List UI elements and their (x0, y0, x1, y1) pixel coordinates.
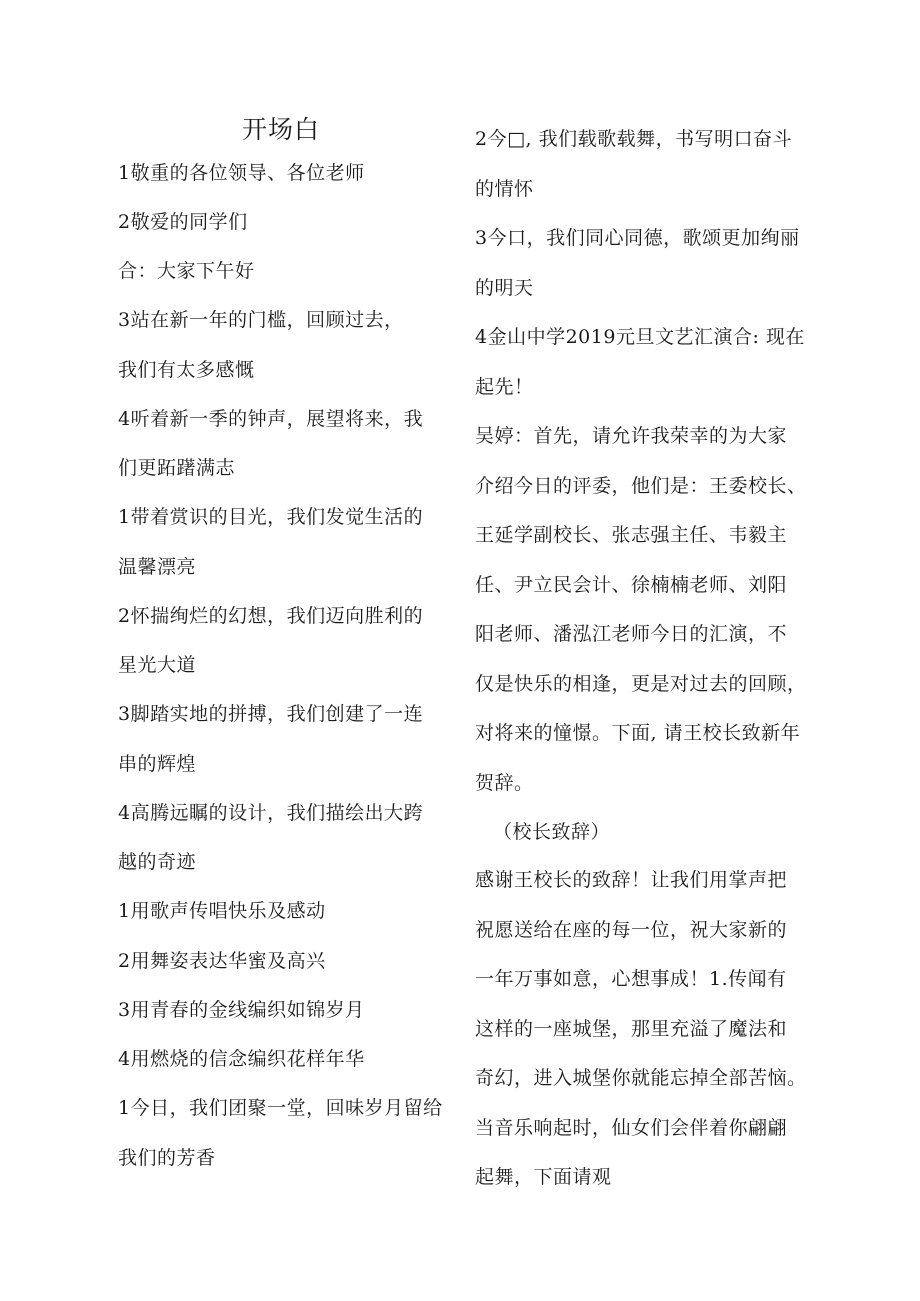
text-line: 介绍今日的评委，他们是：王委校长、 (475, 475, 807, 497)
text-line: 们更跖躇满志 (118, 457, 236, 479)
text-line: 1今日，我们团聚一堂，回味岁月留给 (118, 1097, 443, 1119)
text-line: 我们有太多感慨 (118, 359, 255, 381)
text-line: 阳老师、潘泓江老师今日的汇演，不 (475, 623, 788, 645)
text-line: 温馨漂亮 (118, 556, 197, 578)
text-line: 对将来的憧憬。下面, 请王校长致新年 (475, 722, 801, 744)
text-line: 王延学副校长、张志强主任、韦毅主 (475, 524, 788, 546)
text-line: 4用燃烧的信念编织花样年华 (118, 1048, 365, 1070)
text-line: 串的辉煌 (118, 753, 197, 775)
text-line: 仅是快乐的相逢，更是对过去的回顾， (475, 673, 807, 695)
text-line: 我们的芳香 (118, 1147, 216, 1169)
text-line: 贺辞。 (475, 772, 534, 794)
text-line: 1敬重的各位领导、各位老师 (118, 162, 365, 184)
text-line: 4金山中学2019元旦文艺汇演合: 现在 (475, 326, 805, 348)
text-line: 3脚踏实地的拼搏，我们创建了一连 (118, 703, 424, 725)
text-line: 任、尹立民会计、徐楠楠老师、刘阳 (475, 574, 788, 596)
text-line: 3站在新一年的门槛，回顾过去， (118, 309, 404, 331)
stage-direction: （校长致辞） (493, 821, 611, 843)
page-title: 开场白 (242, 115, 321, 144)
text-line: 4高腾远瞩的设计，我们描绘出大跨 (118, 802, 424, 824)
text-line: 当音乐响起时，仙女们会伴着你翩翩 (475, 1117, 788, 1139)
text-line: 起先！ (475, 376, 534, 398)
text-line: 2怀揣绚烂的幻想，我们迈向胜利的 (118, 605, 424, 627)
text-line: 4听着新一季的钟声，展望将来，我 (118, 408, 424, 430)
text-line: 3用青春的金线编织如锦岁月 (118, 999, 365, 1021)
text-line: 1带着赏识的目光，我们发觉生活的 (118, 506, 424, 528)
text-line: 2敬爱的同学们 (118, 211, 248, 233)
text-line: 2今□, 我们载歌载舞，书写明口奋斗 (475, 128, 793, 150)
text-line: 越的奇迹 (118, 851, 197, 873)
text-line: 3今口，我们同心同德，歌颂更加绚丽 (475, 227, 800, 249)
text-line: 吴婷：首先，请允许我荣幸的为大家 (475, 425, 788, 447)
text-line: 的情怀 (475, 178, 534, 200)
text-line: 一年万事如意，心想事成！1.传闻有 (475, 968, 787, 990)
text-line: 合：大家下午好 (118, 260, 255, 282)
text-line: 起舞，下面请观 (475, 1166, 612, 1188)
text-line: 的明天 (475, 277, 534, 299)
text-line: 祝愿送给在座的每一位，祝大家新的 (475, 919, 788, 941)
text-line: 星光大道 (118, 654, 197, 676)
text-line: 这样的一座城堡，那里充溢了魔法和 (475, 1018, 788, 1040)
text-line: 1用歌声传唱快乐及感动 (118, 900, 326, 922)
text-line: 感谢王校长的致辞！让我们用掌声把 (475, 869, 788, 891)
text-line: 2用舞姿表达华蜜及高兴 (118, 950, 326, 972)
text-line: 奇幻，进入城堡你就能忘掉全部苦恼。 (475, 1067, 807, 1089)
